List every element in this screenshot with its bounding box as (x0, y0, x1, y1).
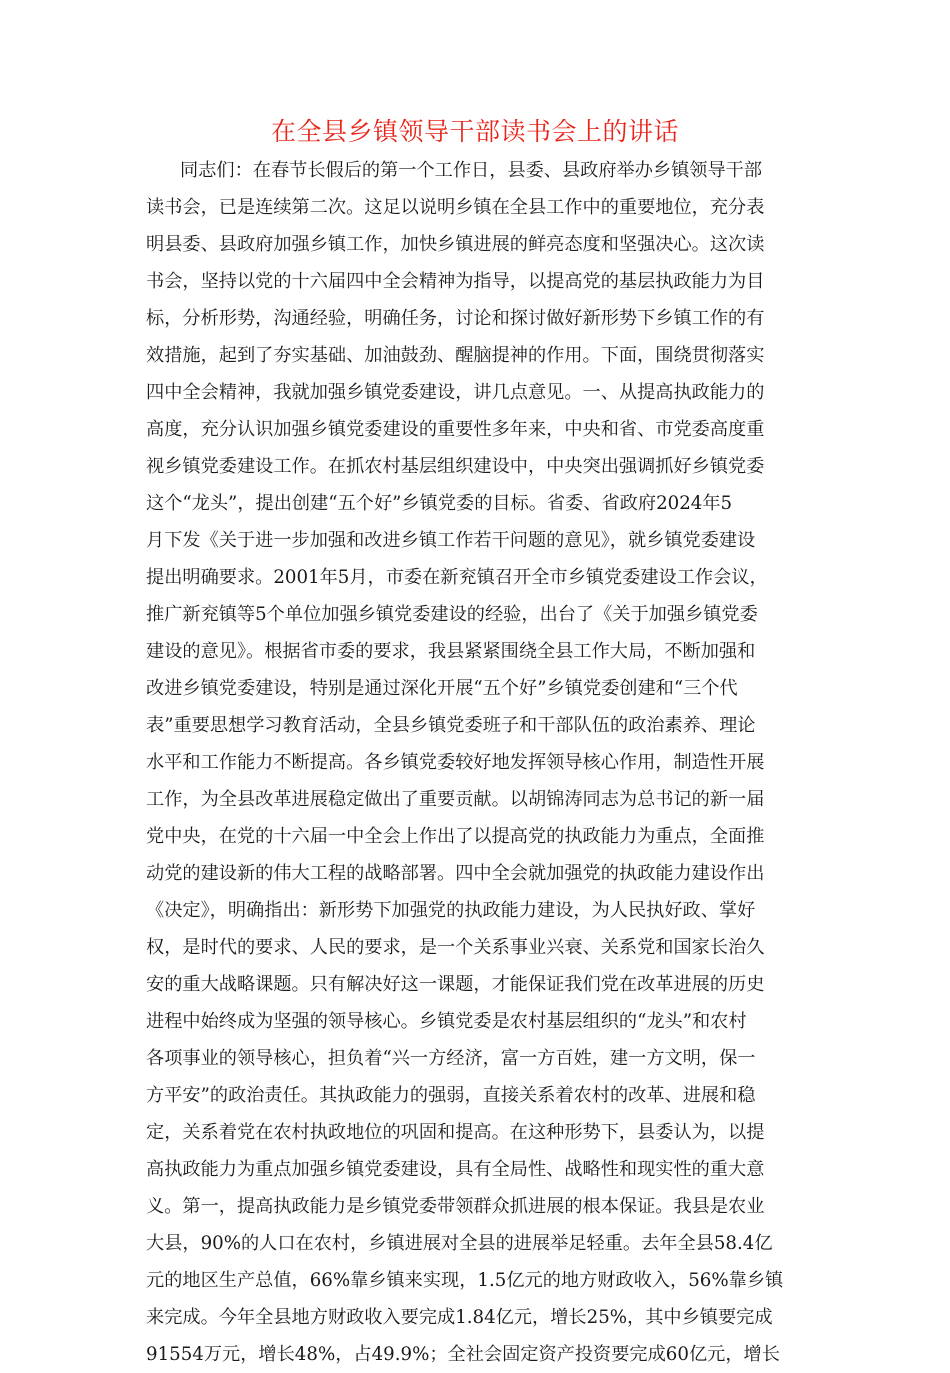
body-line: 月下发《关于进一步加强和改进乡镇工作若干问题的意见》，就乡镇党委建设 (146, 530, 756, 551)
body-line: 改进乡镇党委建设，特别是通过深化开展“五个好”乡镇党委创建和“三个代 (146, 678, 738, 699)
body-line: 高执政能力为重点加强乡镇党委建设，具有全局性、战略性和现实性的重大意 (146, 1159, 765, 1180)
body-line: 读书会，已是连续第二次。这足以说明乡镇在全县工作中的重要地位，充分表 (146, 197, 765, 218)
document-title: 在全县乡镇领导干部读书会上的讲话 (270, 117, 679, 146)
body-line: 明县委、县政府加强乡镇工作，加快乡镇进展的鲜亮态度和坚强决心。这次读 (146, 234, 765, 255)
body-line: 推广新兖镇等5个单位加强乡镇党委建设的经验，出台了《关于加强乡镇党委 (146, 604, 758, 625)
body-line: 动党的建设新的伟大工程的战略部署。四中全会就加强党的执政能力建设作出 (146, 863, 765, 884)
body-line: 标，分析形势，沟通经验，明确任务，讨论和探讨做好新形势下乡镇工作的有 (146, 308, 765, 329)
body-line: 各项事业的领导核心，担负着“兴一方经济，富一方百姓，建一方文明，保一 (146, 1048, 756, 1069)
body-line: 高度，充分认识加强乡镇党委建设的重要性多年来，中央和省、市党委高度重 (146, 419, 765, 440)
body-line: 视乡镇党委建设工作。在抓农村基层组织建设中，中央突出强调抓好乡镇党委 (146, 456, 765, 477)
body-line: 党中央，在党的十六届一中全会上作出了以提高党的执政能力为重点，全面推 (146, 826, 765, 847)
body-line: 权，是时代的要求、人民的要求，是一个关系事业兴衰、关系党和国家长治久 (146, 937, 765, 958)
body-line: 书会，坚持以党的十六届四中全会精神为指导，以提高党的基层执政能力为目 (146, 271, 765, 292)
body-line: 表”重要思想学习教育活动，全县乡镇党委班子和干部队伍的政治素养、理论 (146, 715, 756, 736)
body-line: 来完成。今年全县地方财政收入要完成1.84亿元，增长25%，其中乡镇要完成 (146, 1307, 773, 1328)
body-line: 方平安”的政治责任。其执政能力的强弱，直接关系着农村的改革、进展和稳 (146, 1085, 756, 1106)
body-line: 大县，90%的人口在农村，乡镇进展对全县的进展举足轻重。去年全县58.4亿 (146, 1233, 773, 1254)
body-line: 建设的意见》。根据省市委的要求，我县紧紧围绕全县工作大局，不断加强和 (146, 641, 756, 662)
body-line: 元的地区生产总值，66%靠乡镇来实现，1.5亿元的地方财政收入，56%靠乡镇 (146, 1270, 784, 1291)
body-line: 工作，为全县改革进展稳定做出了重要贡献。以胡锦涛同志为总书记的新一届 (146, 789, 765, 810)
body-line: 安的重大战略课题。只有解决好这一课题，才能保证我们党在改革进展的历史 (146, 974, 765, 995)
body-line: 义。第一，提高执政能力是乡镇党委带领群众抓进展的根本保证。我县是农业 (146, 1196, 765, 1217)
body-line: 四中全会精神，我就加强乡镇党委建设，讲几点意见。一、从提高执政能力的 (146, 382, 765, 403)
body-line: 提出明确要求。2001年5月，市委在新兖镇召开全市乡镇党委建设工作会议， (146, 567, 768, 588)
body-line: 91554万元，增长48%，占49.9%；全社会固定资产投资要完成60亿元，增长 (146, 1344, 780, 1365)
body-line: 《决定》，明确指出：新形势下加强党的执政能力建设，为人民执好政、掌好 (146, 900, 756, 921)
body-line: 定，关系着党在农村执政地位的巩固和提高。在这种形势下，县委认为，以提 (146, 1122, 765, 1143)
body-line: 同志们：在春节长假后的第一个工作日，县委、县政府举办乡镇领导干部 (180, 160, 763, 181)
body-line: 这个“龙头”，提出创建“五个好”乡镇党委的目标。省委、省政府2024年5 (146, 493, 733, 514)
body-line: 水平和工作能力不断提高。各乡镇党委较好地发挥领导核心作用，制造性开展 (146, 752, 765, 773)
body-line: 效措施，起到了夯实基础、加油鼓劲、醒脑提神的作用。下面，围绕贯彻落实 (146, 345, 765, 366)
body-line: 进程中始终成为坚强的领导核心。乡镇党委是农村基层组织的“龙头”和农村 (146, 1011, 747, 1032)
document-body (146, 152, 798, 1373)
